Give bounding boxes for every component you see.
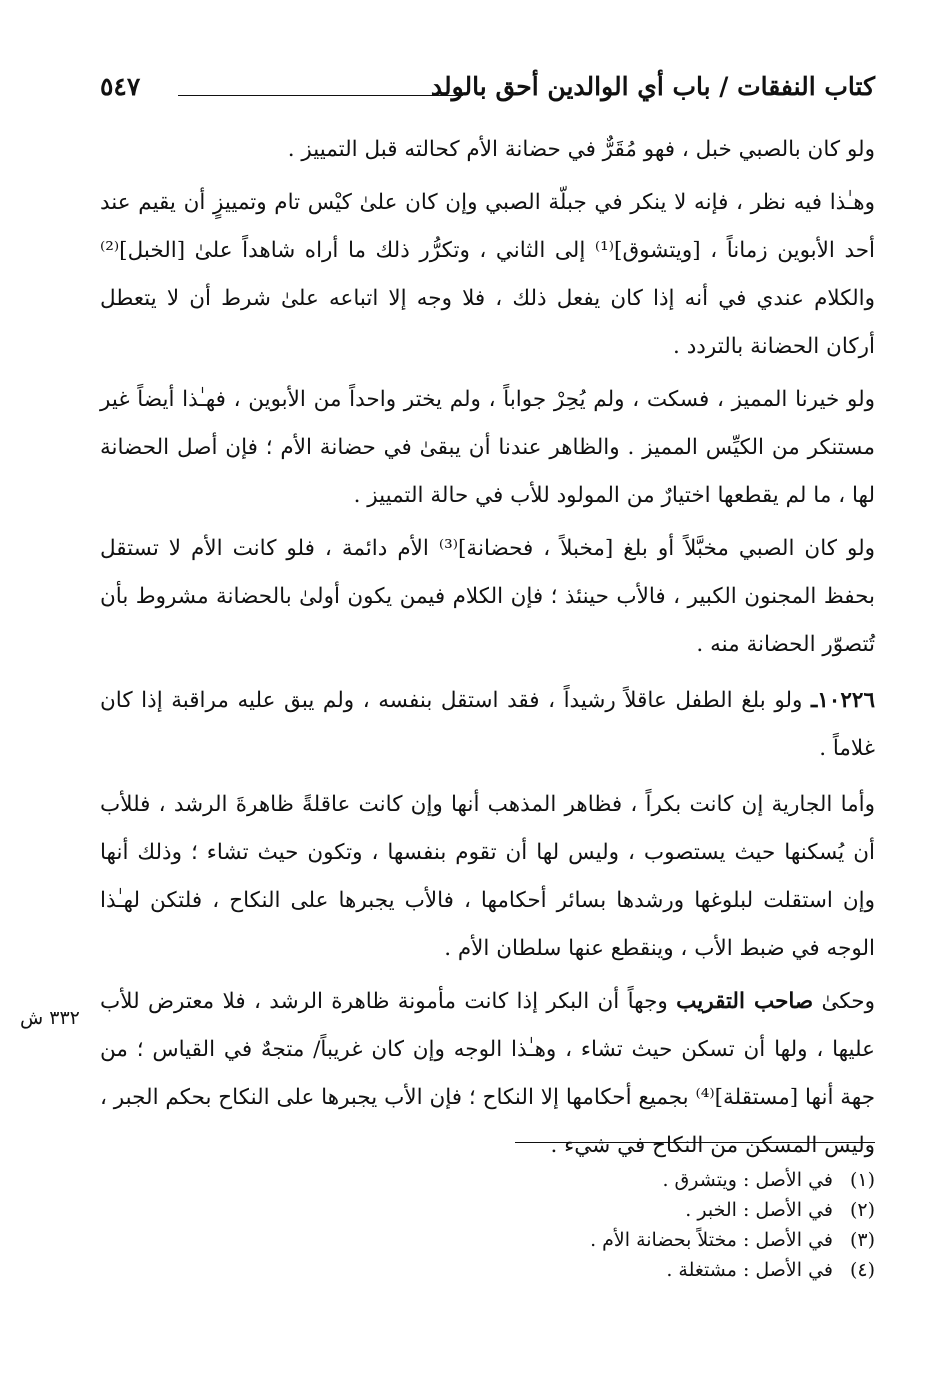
footnote-number: (٤) — [849, 1259, 875, 1281]
paragraph-text: وأما الجارية إن كانت بكراً ، فظاهر المذهب أنها وإن كانت عاقلةً ظاهرةَ الرشد ، فللأب أن يُسكنها حيث يستصوب ، وليس لها أن تقوم بنفسها ، وتكون حيث تشاء ؛ وذلك أنها وإن استقلت لبلوغها ورشدها بسائر أحكامها ، فالأب يجبرها على النكاح ، فلتكن لهـٰذا الوجه في ضبط الأب ، وينقطع عنها سلطان الأم . — [100, 792, 875, 961]
section-number: ١٠٢٢٦ـ — [810, 688, 875, 713]
footnote-text: في الأصل : مشتغلة . — [666, 1259, 833, 1281]
paragraph-text: وجهاً أن البكر إذا كانت مأمونة ظاهرة الرشد ، فلا معترض للأب عليها ، ولها أن تسكن حيث تشاء ، وهـٰذا الوجه وإن كان غريباً/ متجهٌ في القياس ؛ من جهة أنها [مستقلة]⁽⁴⁾ بجميع أحكامها إلا النكاح ؛ فإن الأب يجبرها على النكاح بحكم الجبر ، وليس المسكن من النكاح في شيء . — [100, 989, 876, 1158]
paragraph-5 — [100, 677, 875, 773]
manuscript-folio-note: ٣٣٢ ش — [20, 1007, 80, 1029]
footnote-number: (٣) — [849, 1229, 875, 1251]
footnote-separator — [515, 1142, 875, 1143]
footnote-number: (٢) — [849, 1199, 875, 1221]
header-rule — [178, 95, 463, 96]
footnote-text: في الأصل : ويتشرق . — [662, 1169, 833, 1191]
paragraph-text: ولو كان الصبي مخبَّلاً أو بلغ [مخبلاً ، فحضانة]⁽³⁾ الأم دائمة ، فلو كانت الأم لا تستقل بحفظ المجنون الكبير ، فالأب حينئذ ؛ فإن الكلام فيمن يكون أولىٰ بالحضانة مشروط بأن تُتصوّر الحضانة منه . — [100, 536, 876, 657]
paragraph-prefix: وحكىٰ — [813, 989, 875, 1014]
footnote-4 — [375, 1255, 875, 1285]
page-number: ٥٤٧ — [100, 72, 141, 101]
paragraph-text: وهـٰذا فيه نظر ، فإنه لا ينكر في جبلّة الصبي وإن كان علىٰ كيْس تام وتمييزٍ أن يقيم عند أحد الأبوين زماناً ، [ويتشوق]⁽¹⁾ إلى الثاني ، وتكرُّر ذلك ما أراه شاهداً علىٰ [الخبل]⁽²⁾ والكلام عندي في أنه إذا كان يفعل ذلك ، فلا وجه إلا اتباعه علىٰ شرط أن لا يتعطل أركان الحضانة بالتردد . — [100, 190, 875, 359]
main-text — [100, 126, 875, 1175]
paragraph-text: ولو بلغ الطفل عاقلاً رشيداً ، فقد استقل بنفسه ، ولم يبق عليه مراقبة إذا كان غلاماً . — [100, 688, 875, 761]
author-reference: صاحب التقريب — [676, 989, 814, 1014]
paragraph-4 — [100, 525, 875, 669]
paragraph-1 — [100, 126, 875, 174]
paragraph-3 — [100, 376, 875, 520]
footnotes — [375, 1165, 875, 1285]
footnote-text: في الأصل : الخبر . — [685, 1199, 833, 1221]
paragraph-6 — [100, 781, 875, 973]
footnote-2 — [375, 1195, 875, 1225]
paragraph-2 — [100, 179, 875, 371]
footnote-1 — [375, 1165, 875, 1195]
paragraph-text: ولو خيرنا المميز ، فسكت ، ولم يُحِرْ جواباً ، ولم يختر واحداً من الأبوين ، فهـٰذا أيضاً غير مستنكر من الكيِّس المميز . والظاهر عندنا أن يبقىٰ في حضانة الأم ؛ فإن أصل الحضانة لها ، ما لم يقطعها اختيارٌ من المولود للأب في حالة التمييز . — [100, 387, 875, 508]
running-header — [100, 70, 875, 110]
footnote-text: في الأصل : مختلاً بحضانة الأم . — [590, 1229, 833, 1251]
footnote-number: (١) — [849, 1169, 875, 1191]
footnote-3 — [375, 1225, 875, 1255]
paragraph-text: ولو كان بالصبي خبل ، فهو مُقَرٌّ في حضانة الأم كحالته قبل التمييز . — [287, 137, 875, 162]
header-title: كتاب النفقات / باب أي الوالدين أحق بالولد — [430, 72, 875, 101]
